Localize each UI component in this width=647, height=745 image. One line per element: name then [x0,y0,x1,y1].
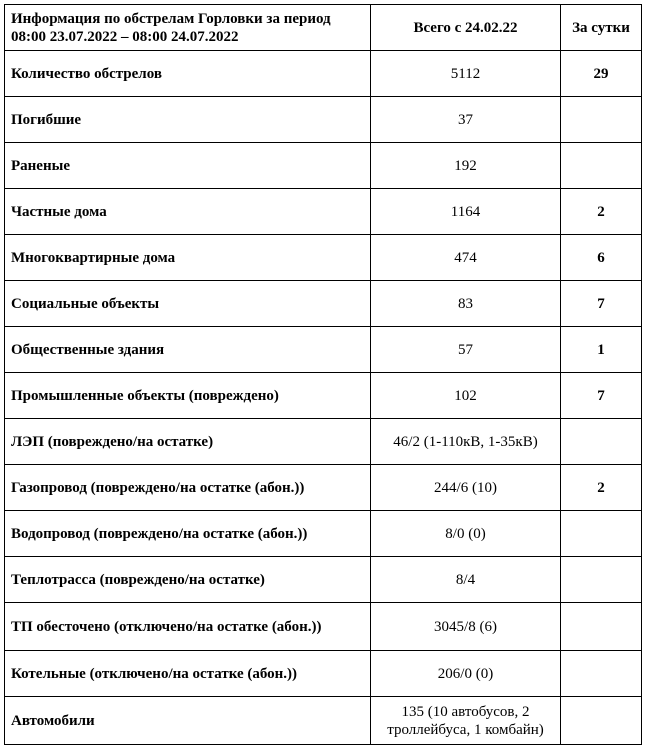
table-row [5,97,642,143]
row-total: 474 [371,235,561,281]
table-row [5,603,642,651]
row-label: Теплотрасса (повреждено/на остатке) [5,557,371,603]
row-label: Социальные объекты [5,281,371,327]
row-label: Промышленные объекты (повреждено) [5,373,371,419]
row-total: 8/4 [371,557,561,603]
row-total: 57 [371,327,561,373]
row-day: 29 [561,51,642,97]
row-day: 6 [561,235,642,281]
row-total: 244/6 (10) [371,465,561,511]
table-row [5,557,642,603]
row-total: 3045/8 (6) [371,603,561,651]
row-total: 135 (10 автобусов, 2 троллейбуса, 1 комбайн) [371,697,561,745]
row-total: 37 [371,97,561,143]
row-total: 83 [371,281,561,327]
row-label: Многоквартирные дома [5,235,371,281]
row-label: Газопровод (повреждено/на остатке (абон.)) [5,465,371,511]
row-total: 102 [371,373,561,419]
shelling-report-table [4,4,642,745]
table-row [5,419,642,465]
row-total: 192 [371,143,561,189]
row-label: Котельные (отключено/на остатке (абон.)) [5,651,371,697]
table-row [5,235,642,281]
table-row [5,189,642,235]
table-row [5,281,642,327]
row-label: ЛЭП (повреждено/на остатке) [5,419,371,465]
row-day [561,603,642,651]
row-day [561,511,642,557]
row-total: 8/0 (0) [371,511,561,557]
row-label: Водопровод (повреждено/на остатке (абон.)) [5,511,371,557]
table-row [5,51,642,97]
table-header-row [5,5,642,51]
row-total: 1164 [371,189,561,235]
row-total: 46/2 (1-110кВ, 1-35кВ) [371,419,561,465]
row-total: 206/0 (0) [371,651,561,697]
row-day: 7 [561,373,642,419]
row-day [561,143,642,189]
row-label: ТП обесточено (отключено/на остатке (абон.)) [5,603,371,651]
row-label: Раненые [5,143,371,189]
day-column-header: За сутки [561,5,642,51]
row-label: Погибшие [5,97,371,143]
row-day: 2 [561,189,642,235]
row-day: 2 [561,465,642,511]
table-row [5,143,642,189]
row-day [561,419,642,465]
row-day [561,697,642,745]
row-day [561,97,642,143]
row-label: Автомобили [5,697,371,745]
table-title: Информация по обстрелам Горловки за период 08:00 23.07.2022 – 08:00 24.07.2022 [5,5,371,51]
table-row [5,465,642,511]
table-row [5,697,642,745]
total-column-header: Всего с 24.02.22 [371,5,561,51]
table-row [5,327,642,373]
row-label: Частные дома [5,189,371,235]
row-total: 5112 [371,51,561,97]
row-day [561,651,642,697]
table-row [5,511,642,557]
row-label: Общественные здания [5,327,371,373]
row-day: 7 [561,281,642,327]
table-row [5,373,642,419]
row-day [561,557,642,603]
table-row [5,651,642,697]
row-label: Количество обстрелов [5,51,371,97]
row-day: 1 [561,327,642,373]
